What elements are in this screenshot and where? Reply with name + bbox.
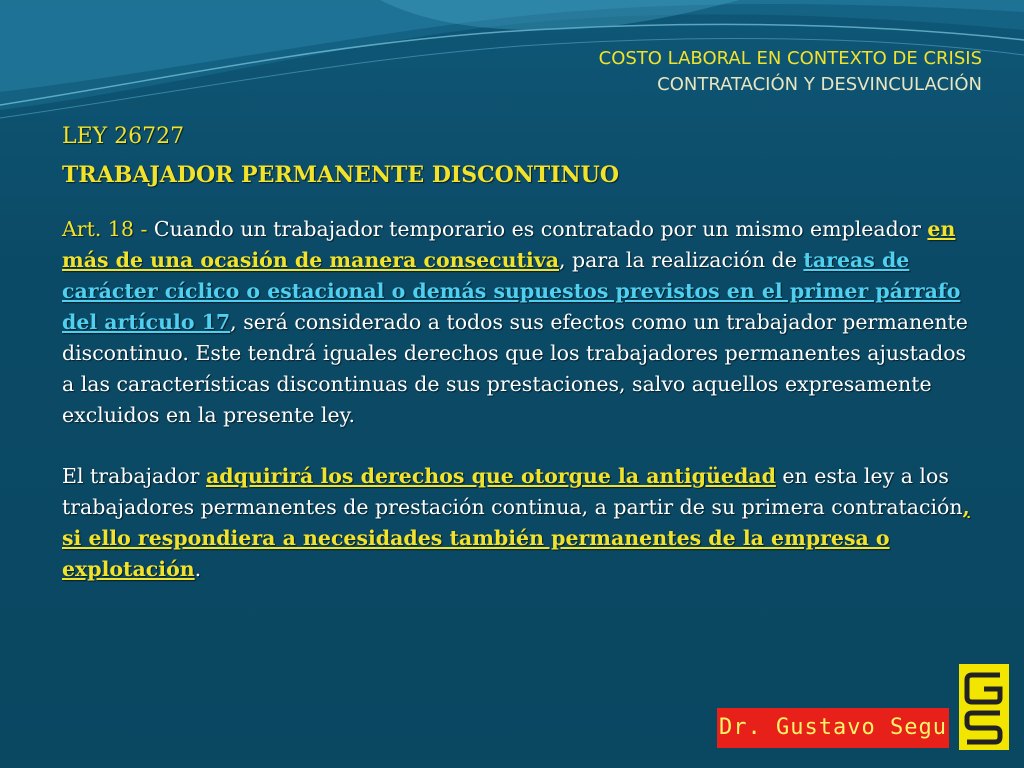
highlight-seniority-rights: adquirirá los derechos que otorgue la antigüedad — [206, 464, 776, 488]
section-heading: TRABAJADOR PERMANENTE DISCONTINUO — [62, 162, 620, 188]
title-line-2: CONTRATACIÓN Y DESVINCULACIÓN — [657, 74, 982, 95]
slide-body — [62, 118, 977, 585]
highlight-cyclic-tasks: tareas de carácter cíclico o estacional o demás supuestos previstos en el primer párrafo del artículo 17 — [62, 248, 961, 334]
seniority-text-3: . — [194, 557, 202, 581]
highlight-permanent-needs: , si ello respondiera a necesidades también permanentes de la empresa o explotación — [62, 495, 970, 581]
article-label: Art. 18 - — [62, 217, 154, 241]
law-heading: LEY 26727 — [62, 124, 185, 149]
gs-logo-icon — [962, 667, 1006, 747]
seniority-text-1: El trabajador — [62, 464, 207, 488]
slide-title — [599, 46, 982, 98]
article-text-2: , para la realización de — [559, 248, 804, 272]
seniority-paragraph — [62, 461, 977, 585]
author-signature: Dr. Gustavo Segu — [717, 708, 949, 748]
highlight-consecutive: en más de una ocasión de manera consecutiva — [62, 217, 956, 272]
seniority-text-2: en esta ley a los trabajadores permanentes de prestación continua, a partir de su primera contratación — [62, 464, 963, 519]
title-line-1: COSTO LABORAL EN CONTEXTO DE CRISIS — [598, 48, 982, 69]
article-paragraph — [62, 214, 977, 431]
gs-logo — [959, 664, 1009, 750]
article-text-3: , será considerado a todos sus efectos como un trabajador permanente discontinuo. Este tendrá iguales derechos que los trabajadores permanentes ajustados a las características discontinuas de sus prestaciones, salvo aquellos expresamente excluidos en la presente ley. — [62, 310, 968, 427]
article-text-1: Cuando un trabajador temporario es contratado por un mismo empleador — [153, 217, 928, 241]
